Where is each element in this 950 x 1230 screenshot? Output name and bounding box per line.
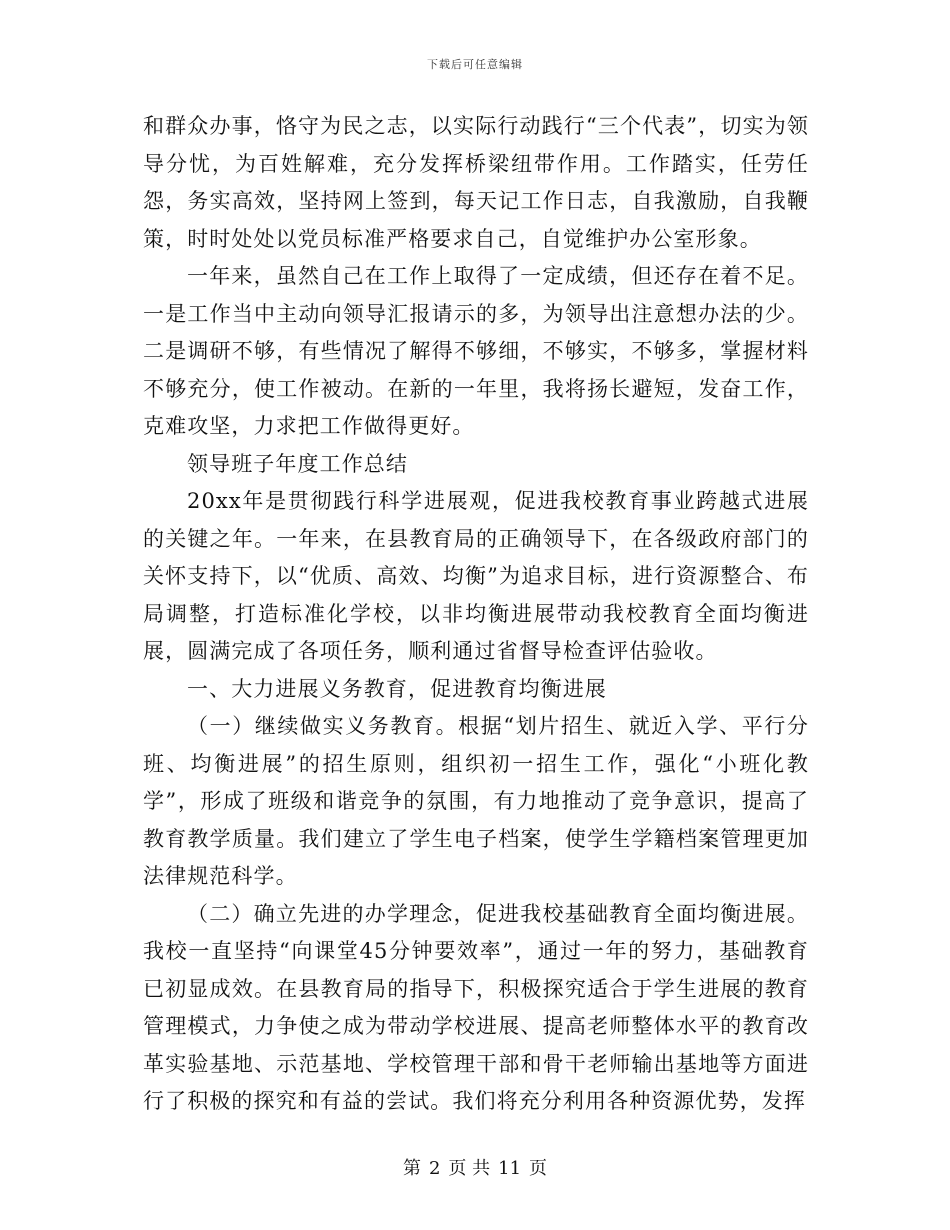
page-header: 下载后可任意编辑 — [427, 58, 523, 71]
footer-prefix: 第 — [402, 1158, 421, 1179]
footer-middle: 页 共 — [448, 1158, 491, 1179]
paragraph-continuation: 和群众办事，恪守为民之志，以实际行动践行“三个代表”，切实为领导分忧，为百姓解难，充分发挥桥梁纽带作用。工作踏实，任劳任怨，务实高效，坚持网上签到，每天记工作日志，自我激励，自我鞭策，时时处处以党员标准严格要求自己，自觉维护办公室形象。 — [143, 114, 809, 251]
paragraph-intro: 20xx年是贯彻践行科学进展观，促进我校教育事业跨越式进展的关键之年。一年来，在县教育局的正确领导下，在各级政府部门的关怀支持下，以“优质、高效、均衡”为追求目标，进行资源整合、布局调整，打造标准化学校，以非均衡进展带动我校教育全面均衡进展，圆满完成了各项任务，顺利通过省督导检查评估验收。 — [143, 489, 809, 663]
section-heading: 领导班子年度工作总结 — [187, 451, 408, 476]
document-body — [143, 108, 809, 1121]
footer-page-number: 2 — [428, 1158, 441, 1179]
paragraph-item-1: （一）继续做实义务教育。根据“划片招生、就近入学、平行分班、均衡进展”的招生原则，组织初一招生工作，强化“小班化教学”，形成了班级和谐竞争的氛围，有力地推动了竞争意识，提高了教育教学质量。我们建立了学生电子档案，使学生学籍档案管理更加法律规范科学。 — [143, 714, 809, 888]
footer-total-pages: 11 — [498, 1158, 522, 1179]
paragraph-shortcomings: 一年来，虽然自己在工作上取得了一定成绩，但还存在着不足。一是工作当中主动向领导汇报请示的多，为领导出注意想办法的少。二是调研不够，有些情况了解得不够细，不够实，不够多，掌握材料不够充分，使工作被动。在新的一年里，我将扬长避短，发奋工作，克难攻坚，力求把工作做得更好。 — [143, 264, 809, 438]
subsection-heading: 一、大力进展义务教育，促进教育均衡进展 — [187, 676, 607, 701]
page-footer — [0, 1154, 950, 1180]
footer-suffix: 页 — [529, 1158, 548, 1179]
paragraph-item-2: （二）确立先进的办学理念，促进我校基础教育全面均衡进展。我校一直坚持“向课堂45分钟要效率”，通过一年的努力，基础教育已初显成效。在县教育局的指导下，积极探究适合于学生进展的教育管理模式，力争使之成为带动学校进展、提高老师整体水平的教育改革实验基地、示范基地、学校管理干部和骨干老师输出基地等方面进行了积极的探究和有益的尝试。我们将充分利用各种资源优势，发挥 — [143, 901, 809, 1113]
